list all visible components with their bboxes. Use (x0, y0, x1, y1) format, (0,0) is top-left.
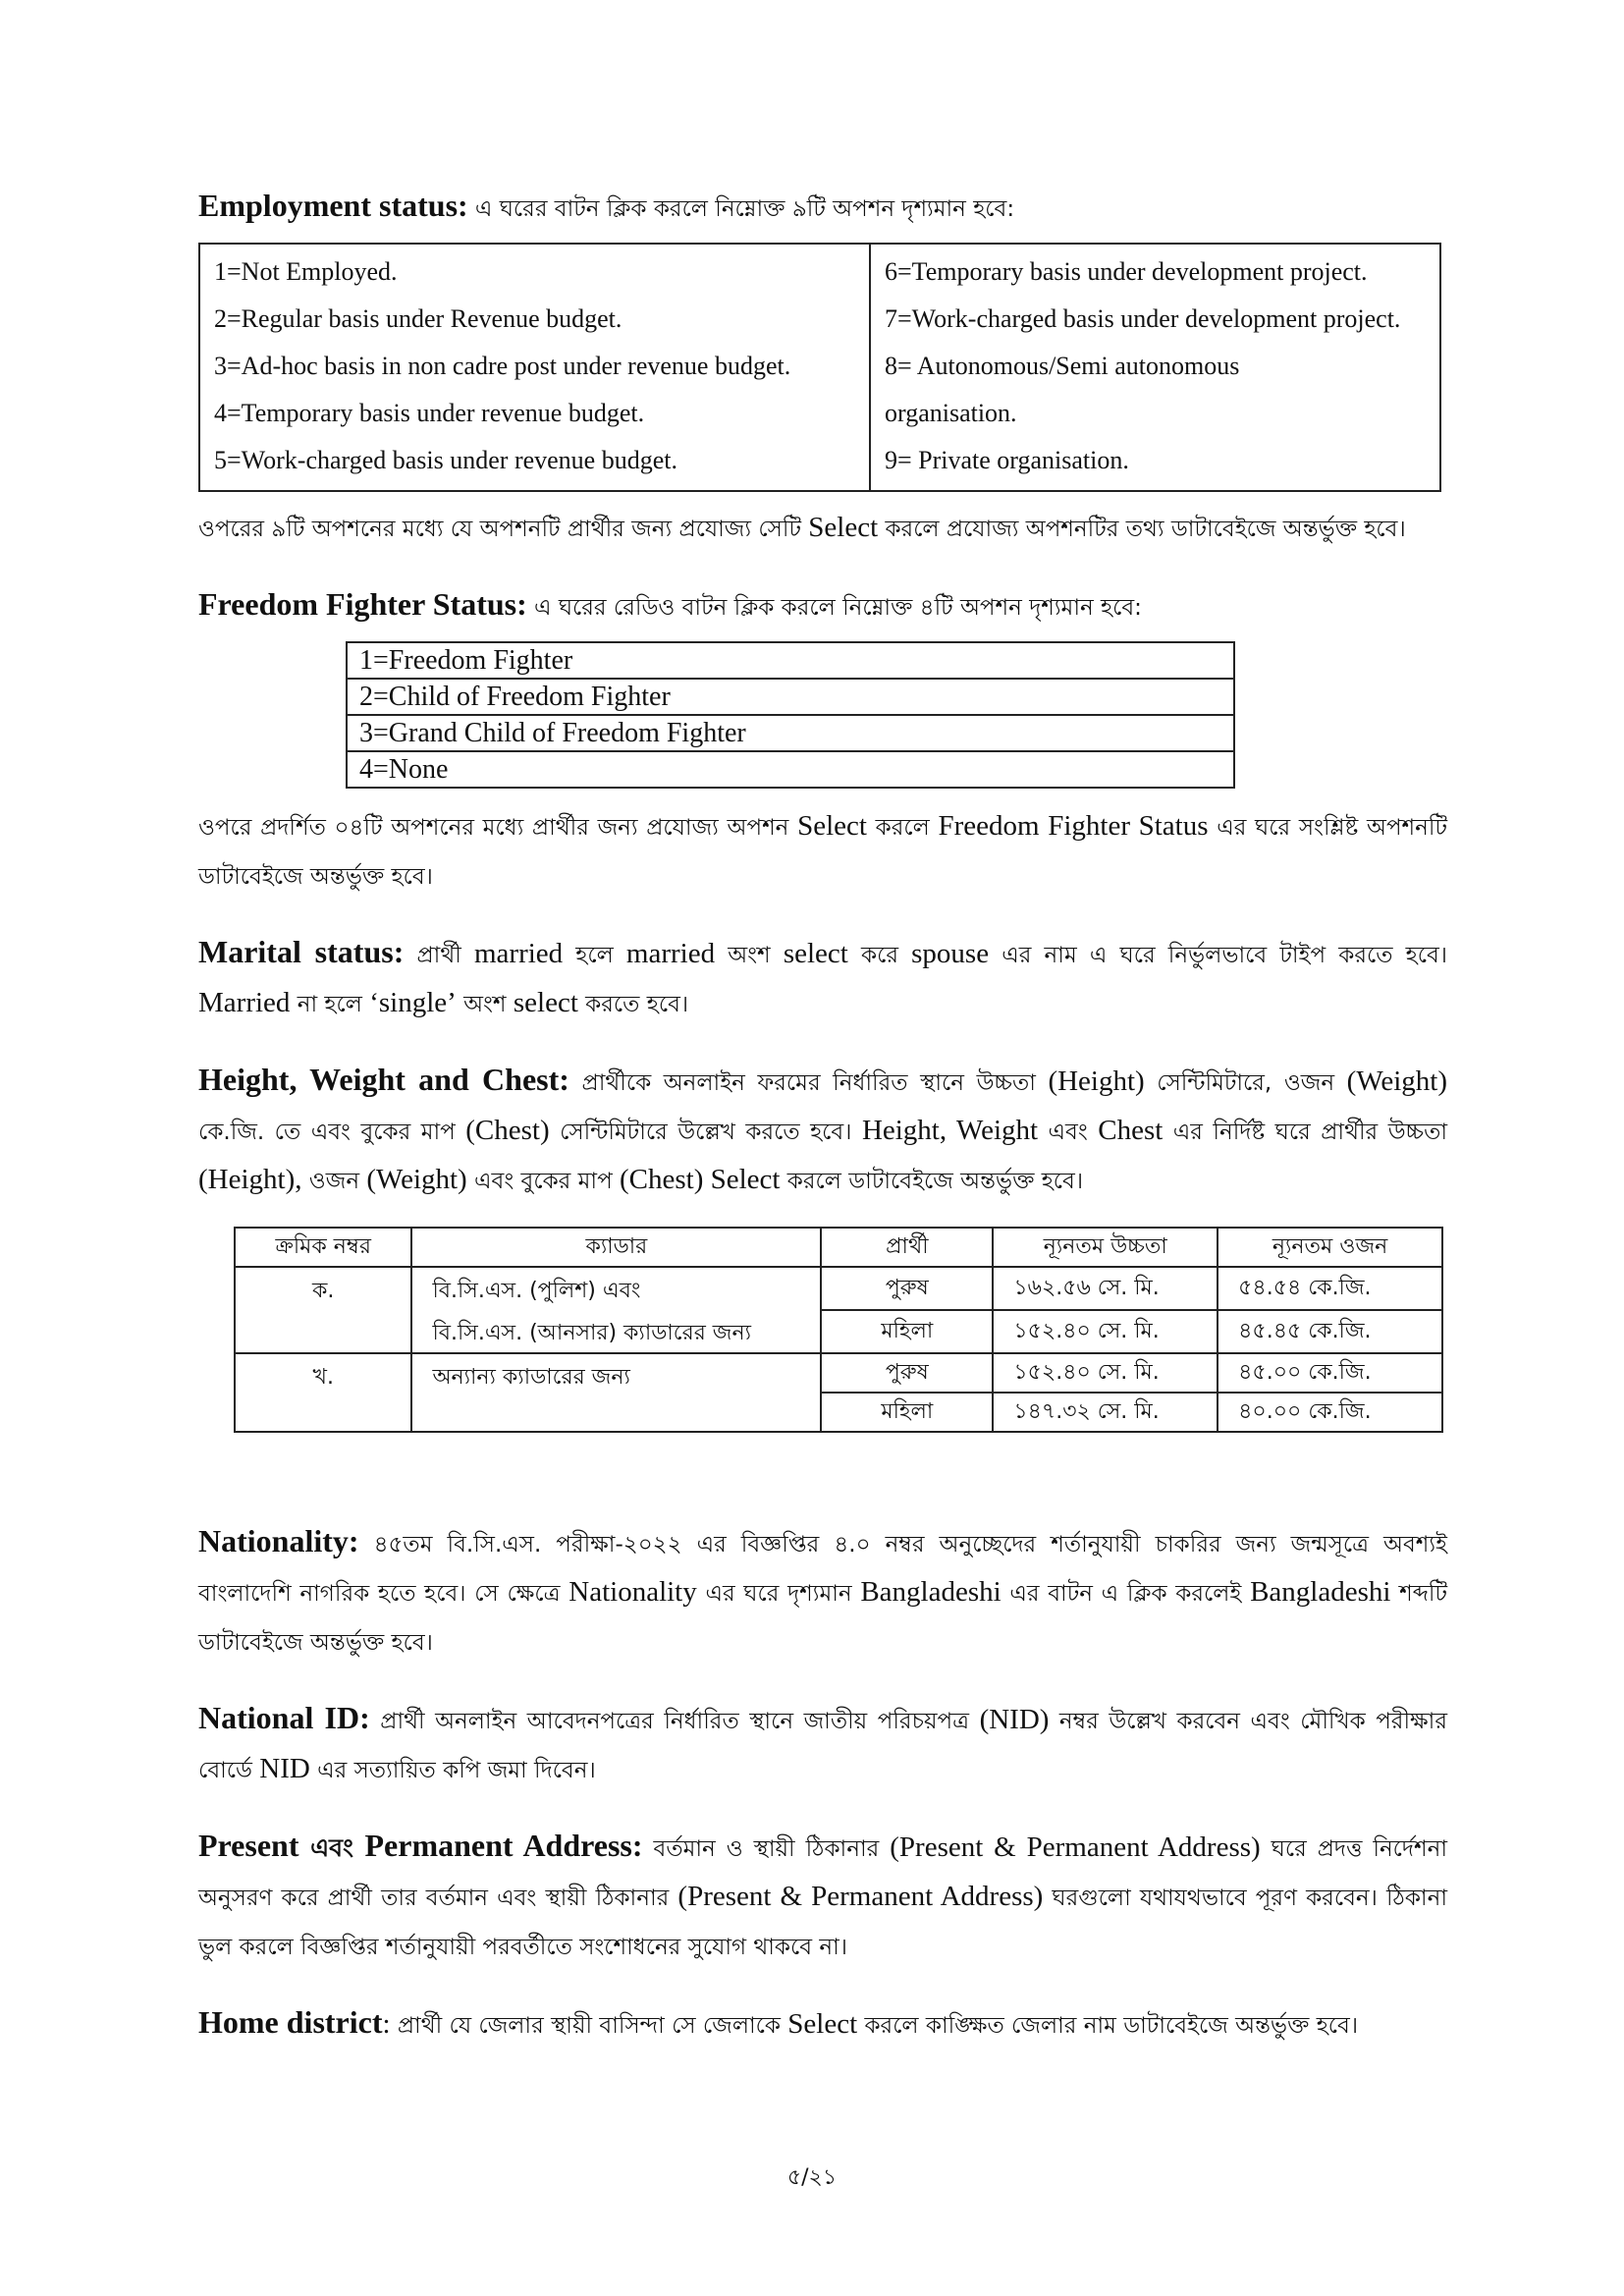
table-cell: পুরুষ (821, 1353, 993, 1393)
text-fragment: বর্তমান ও স্থায়ী ঠিকানার (642, 1836, 891, 1862)
serial-cell: খ. (235, 1353, 411, 1432)
text-fragment: Select (787, 2008, 858, 2040)
text-fragment: প্রার্থীকে অনলাইন ফরমের নির্ধারিত স্থানে উচ্চতা (568, 1070, 1049, 1096)
column-header: ক্রমিক নম্বর (235, 1228, 411, 1267)
text-fragment: করলে কাঙ্ক্ষিত জেলার নাম ডাটাবেইজে অন্তর্ভুক্ত হবে। (857, 2013, 1359, 2039)
text-fragment: করলে ডাটাবেইজে অন্তর্ভুক্ত হবে। (780, 1169, 1084, 1194)
text-fragment: Nationality (568, 1576, 697, 1608)
text-fragment: ৪৫তম বি.সি.এস. পরীক্ষা-২০২২ এর বিজ্ঞপ্তির ৪.০ নম্বর অনুচ্ছেদের শর্তানুযায়ী চাকরির জন্য জন্মসূত্রে অবশ্যই বাংলাদেশি নাগরিক হতে হবে। সে ক্ষেত্রে (198, 1532, 1447, 1607)
table-cell: ৪০.০০ কে.জি. (1218, 1393, 1442, 1432)
table-cell: ১৪৭.৩২ সে. মি. (993, 1393, 1218, 1432)
text-fragment: ঘরে প্রদত্ত নির্দেশনা অনুসরণ করে প্রার্থী তার বর্তমান এবং স্থায়ী ঠিকানার (198, 1836, 1448, 1911)
text-fragment: করে (847, 943, 912, 968)
text-fragment: ঘরগুলো যথাযথভাবে পূরণ করবেন। ঠিকানা ভুল করলে বিজ্ঞপ্তির শর্তানুযায়ী পরবর্তীতে সংশোধনের সুযোগ থাকবে না। (198, 1886, 1447, 1960)
table-row (235, 1267, 1442, 1310)
cadre-cell: অন্যান্য ক্যাডারের জন্য (411, 1353, 821, 1432)
employment-option: 6=Temporary basis under development project. (885, 257, 1368, 286)
text-fragment: সেন্টিমিটারে, ওজন (1144, 1070, 1347, 1096)
text-fragment: এর সত্যায়িত কপি জমা দিবেন। (309, 1758, 596, 1783)
table-cell: পুরুষ (821, 1267, 993, 1310)
freedom-intro: এ ঘরের রেডিও বাটন ক্লিক করলে নিম্নোক্ত ৪টি অপশন দৃশ্যমান হবে: (534, 595, 1142, 621)
freedom-options-table (346, 641, 1235, 789)
table-row (235, 1353, 1442, 1393)
column-header: ন্যূনতম ওজন (1218, 1228, 1442, 1267)
text-fragment: শব্দটি ডাটাবেইজে অন্তর্ভুক্ত হবে। (198, 1581, 1447, 1656)
text-fragment: এবং বুকের মাপ (466, 1169, 620, 1194)
employment-heading: Employment status: (198, 188, 468, 223)
text-fragment: করতে হবে। (577, 992, 689, 1017)
freedom-fighter-section (198, 580, 1447, 631)
table-cell: ৪৫.৪৫ কে.জি. (1218, 1310, 1442, 1353)
employment-note (198, 504, 1447, 553)
address-section (198, 1822, 1447, 1971)
employment-option: 9= Private organisation. (885, 446, 1129, 474)
text-fragment: ওপরের ৯টি অপশনের মধ্যে যে অপশনটি প্রার্থীর জন্য প্রযোজ্য সেটি (198, 517, 809, 542)
nationality-section (198, 1517, 1447, 1667)
text-fragment: Height, Weight (861, 1115, 1039, 1146)
address-heading: Present (198, 1828, 311, 1863)
column-header: ক্যাডার (411, 1228, 821, 1267)
employment-left-column (199, 244, 870, 491)
home-heading: Home district (198, 2004, 383, 2040)
cadre-cell (411, 1267, 821, 1353)
text-fragment: spouse (911, 938, 990, 969)
text-fragment: (Height), (198, 1164, 302, 1195)
employment-intro: এ ঘরের বাটন ক্লিক করলে নিম্নোক্ত ৯টি অপশন দৃশ্যমান হবে: (474, 196, 1015, 222)
document-page (198, 182, 1447, 2050)
text-fragment: married (625, 938, 716, 969)
table-cell: ৫৪.৫৪ কে.জি. (1218, 1267, 1442, 1310)
text-fragment: প্রার্থী (404, 943, 474, 968)
text-fragment: Bangladeshi (1250, 1576, 1391, 1608)
text-fragment: এর নাম এ ঘরে নির্ভুলভাবে টাইপ করতে হবে। (989, 943, 1448, 968)
marital-heading: Marital status: (198, 934, 405, 969)
text-fragment: করলে (866, 815, 939, 841)
table-cell: মহিলা (821, 1310, 993, 1353)
text-fragment: ‘single’ (369, 987, 457, 1018)
employment-option: 3=Ad-hoc basis in non cadre post under revenue budget. (214, 352, 791, 380)
freedom-option: 3=Grand Child of Freedom Fighter (347, 715, 1234, 751)
height-weight-chest-section (198, 1056, 1447, 1205)
employment-option: 7=Work-charged basis under development project. (885, 304, 1401, 333)
text-fragment: Married (198, 987, 291, 1018)
text-fragment: married (473, 938, 564, 969)
table-cell: ১৫২.৪০ সে. মি. (993, 1353, 1218, 1393)
table-cell: ১৫২.৪০ সে. মি. (993, 1310, 1218, 1353)
serial-cell: ক. (235, 1267, 411, 1353)
address-heading: Permanent Address: (352, 1828, 643, 1863)
column-header: ন্যূনতম উচ্চতা (993, 1228, 1218, 1267)
freedom-option: 4=None (347, 751, 1234, 788)
employment-option: organisation. (885, 399, 1017, 427)
text-fragment: (Weight) (366, 1164, 467, 1195)
text-fragment: Select (797, 810, 867, 842)
text-fragment: Freedom Fighter Status (938, 810, 1209, 842)
text-fragment: Chest (1098, 1115, 1164, 1146)
text-fragment: প্রার্থী অনলাইন আবেদনপত্রের নির্ধারিত স্থানে জাতীয় পরিচয়পত্র (369, 1709, 980, 1734)
freedom-heading: Freedom Fighter Status: (198, 586, 527, 622)
text-fragment: select (783, 938, 848, 969)
text-fragment: Bangladeshi (860, 1576, 1001, 1608)
page-number: ৫/২১ (786, 2165, 838, 2190)
text-fragment: করলে প্রযোজ্য অপশনটির তথ্য ডাটাবেইজে অন্তর্ভুক্ত হবে। (878, 517, 1406, 542)
text-fragment: এর নির্দিষ্ট ঘরে প্রার্থীর উচ্চতা (1163, 1120, 1447, 1145)
cadre-line: বি.সি.এস. (আনসার) ক্যাডারের জন্য (432, 1321, 751, 1345)
text-fragment: (Present & Permanent Address) (890, 1831, 1261, 1863)
text-fragment: নম্বর উল্লেখ করবেন এবং মৌখিক পরীক্ষার বোর্ডে (198, 1709, 1447, 1783)
column-header: প্রার্থী (821, 1228, 993, 1267)
text-fragment: অংশ (715, 943, 784, 968)
text-fragment: (NID) (979, 1704, 1050, 1735)
home-district-section (198, 1998, 1447, 2050)
text-fragment: ওজন (301, 1169, 367, 1194)
address-heading: এবং (310, 1833, 353, 1862)
text-fragment: (Present & Permanent Address) (677, 1881, 1044, 1912)
freedom-option: 2=Child of Freedom Fighter (347, 679, 1234, 715)
text-fragment: এর ঘরে সংশ্লিষ্ট অপশনটি ডাটাবেইজে অন্তর্ভুক্ত হবে। (198, 815, 1448, 890)
nationality-heading: Nationality: (198, 1523, 359, 1558)
text-fragment: NID (259, 1753, 310, 1784)
hwc-heading: Height, Weight and Chest: (198, 1062, 569, 1097)
table-cell: ৪৫.০০ কে.জি. (1218, 1353, 1442, 1393)
employment-right-column (870, 244, 1440, 491)
text-fragment: এর বাটন এ ক্লিক করলেই (1001, 1581, 1251, 1607)
text-fragment: সেন্টিমিটারে উল্লেখ করতে হবে। (549, 1120, 862, 1145)
text-fragment: অংশ (456, 992, 514, 1017)
marital-status-section (198, 928, 1447, 1028)
employment-option: 4=Temporary basis under revenue budget. (214, 399, 645, 427)
employment-options-table (198, 243, 1441, 492)
text-fragment: এবং (1038, 1120, 1099, 1145)
text-fragment: হলে (563, 943, 626, 968)
freedom-option: 1=Freedom Fighter (347, 642, 1234, 679)
table-cell: মহিলা (821, 1393, 993, 1432)
text-fragment: : (382, 2008, 391, 2040)
text-fragment: না হলে (290, 992, 370, 1017)
national-id-section (198, 1694, 1447, 1794)
employment-option: 5=Work-charged basis under revenue budget. (214, 446, 677, 474)
employment-status-section (198, 182, 1447, 233)
freedom-note (198, 802, 1447, 901)
height-weight-table (234, 1227, 1443, 1433)
employment-option: 8= Autonomous/Semi autonomous (885, 352, 1240, 380)
text-fragment: ওপরে প্রদর্শিত ০৪টি অপশনের মধ্যে প্রার্থীর জন্য প্রযোজ্য অপশন (198, 815, 798, 841)
text-fragment: (Chest) (620, 1164, 704, 1195)
text-fragment: select (513, 987, 578, 1018)
text-fragment: কে.জি. তে এবং বুকের মাপ (198, 1120, 466, 1145)
text-fragment: এর ঘরে দৃশ্যমান (696, 1581, 861, 1607)
table-cell: ১৬২.৫৬ সে. মি. (993, 1267, 1218, 1310)
table-header-row (235, 1228, 1442, 1267)
employment-option: 1=Not Employed. (214, 257, 398, 286)
text-fragment: (Height) (1048, 1066, 1145, 1097)
text-fragment: Select (808, 512, 879, 543)
cadre-line: বি.সি.এস. (পুলিশ) এবং (432, 1279, 641, 1303)
text-fragment: (Chest) (465, 1115, 550, 1146)
employment-option: 2=Regular basis under Revenue budget. (214, 304, 623, 333)
text-fragment: Select (703, 1164, 781, 1195)
text-fragment: প্রার্থী যে জেলার স্থায়ী বাসিন্দা সে জেলাকে (390, 2013, 788, 2039)
nid-heading: National ID: (198, 1700, 370, 1735)
text-fragment: (Weight) (1346, 1066, 1448, 1097)
